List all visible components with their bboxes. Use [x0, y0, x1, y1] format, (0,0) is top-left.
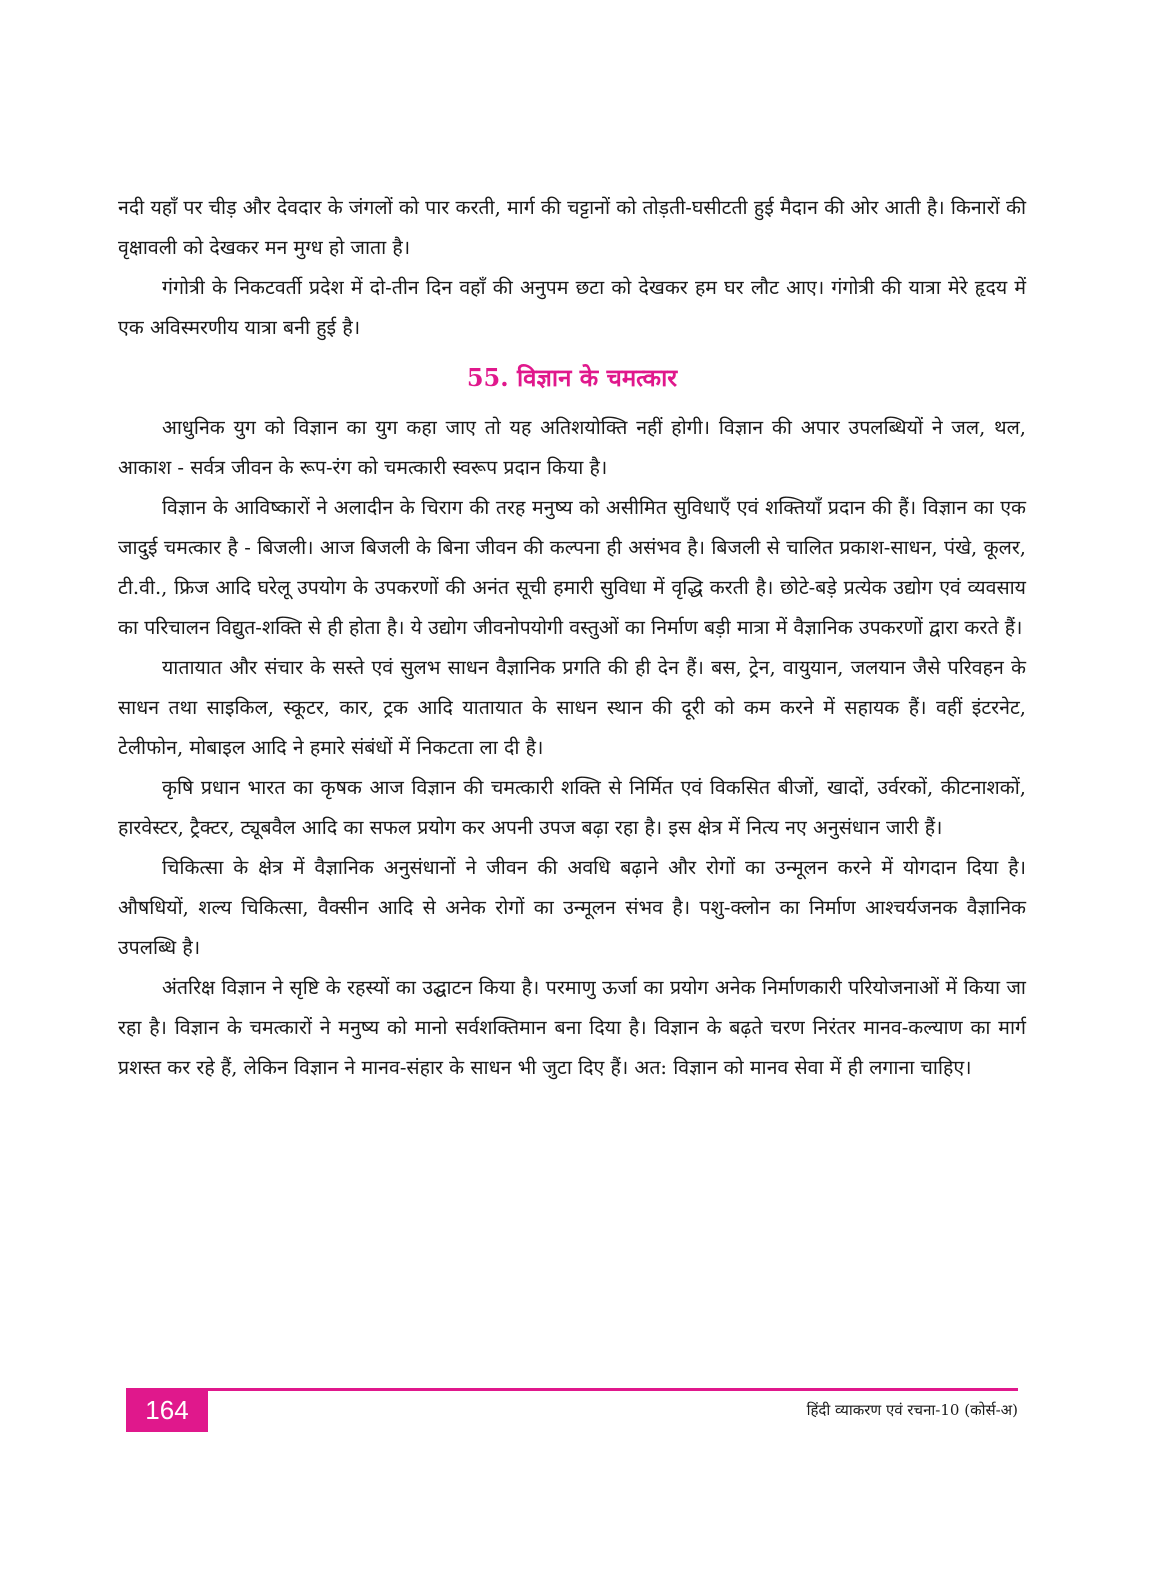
essay-paragraph: आधुनिक युग को विज्ञान का युग कहा जाए तो यह अतिशयोक्ति नहीं होगी। विज्ञान की अपार उपलब्धियों ने जल, थल, आकाश - सर्वत्र जीवन के रूप-रंग को चमत्कारी स्वरूप प्रदान किया है। — [118, 416, 1026, 479]
page-content — [118, 188, 1026, 1088]
essay-title: 55. विज्ञान के चमत्कार — [466, 363, 678, 392]
page-number: 164 — [126, 1388, 208, 1432]
running-footer-title: हिंदी व्याकरण एवं रचना-10 (कोर्स-अ) — [806, 1401, 1018, 1419]
essay-paragraph: अंतरिक्ष विज्ञान ने सृष्टि के रहस्यों का उद्घाटन किया है। परमाणु ऊर्जा का प्रयोग अनेक निर्माणकारी परियोजनाओं में किया जा रहा है। विज्ञान के चमत्कारों ने मनुष्य को मानो सर्वशक्तिमान बना दिया है। विज्ञान के बढ़ते चरण निरंतर मानव-कल्याण का मार्ग प्रशस्त कर रहे हैं, लेकिन विज्ञान ने मानव-संहार के साधन भी जुटा दिए हैं। अत: विज्ञान को मानव सेवा में ही लगाना चाहिए। — [118, 976, 1026, 1079]
essay-paragraph: चिकित्सा के क्षेत्र में वैज्ञानिक अनुसंधानों ने जीवन की अवधि बढ़ाने और रोगों का उन्मूलन करने में योगदान दिया है। औषधियों, शल्य चिकित्सा, वैक्सीन आदि से अनेक रोगों का उन्मूलन संभव है। पशु-क्लोन का निर्माण आश्चर्यजनक वैज्ञानिक उपलब्धि है। — [118, 856, 1026, 959]
essay-paragraph: यातायात और संचार के सस्ते एवं सुलभ साधन वैज्ञानिक प्रगति की ही देन हैं। बस, ट्रेन, वायुयान, जलयान जैसे परिवहन के साधन तथा साइकिल, स्कूटर, कार, ट्रक आदि यातायात के साधन स्थान की दूरी को कम करने में सहायक हैं। वहीं इंटरनेट, टेलीफोन, मोबाइल आदि ने हमारे संबंधों में निकटता ला दी है। — [118, 656, 1026, 759]
previous-essay-paragraph: नदी यहाँ पर चीड़ और देवदार के जंगलों को पार करती, मार्ग की चट्टानों को तोड़ती-घसीटती हुई मैदान की ओर आती है। किनारों की वृक्षावली को देखकर मन मुग्ध हो जाता है। — [118, 196, 1026, 259]
essay-paragraph: विज्ञान के आविष्कारों ने अलादीन के चिराग की तरह मनुष्य को असीमित सुविधाएँ एवं शक्तियाँ प्रदान की हैं। विज्ञान का एक जादुई चमत्कार है - बिजली। आज बिजली के बिना जीवन की कल्पना ही असंभव है। बिजली से चालित प्रकाश-साधन, पंखे, कूलर, टी.वी., फ्रिज आदि घरेलू उपयोग के उपकरणों की अनंत सूची हमारी सुविधा में वृद्धि करती है। छोटे-बड़े प्रत्येक उद्योग एवं व्यवसाय का परिचालन विद्युत-शक्ति से ही होता है। ये उद्योग जीवनोपयोगी वस्तुओं का निर्माण बड़ी मात्रा में वैज्ञानिक उपकरणों द्वारा करते हैं। — [118, 496, 1026, 639]
footer-divider — [126, 1388, 1018, 1391]
previous-essay-paragraph: गंगोत्री के निकटवर्ती प्रदेश में दो-तीन दिन वहाँ की अनुपम छटा को देखकर हम घर लौट आए। गंगोत्री की यात्रा मेरे हृदय में एक अविस्मरणीय यात्रा बनी हुई है। — [118, 276, 1026, 339]
essay-paragraph: कृषि प्रधान भारत का कृषक आज विज्ञान की चमत्कारी शक्ति से निर्मित एवं विकसित बीजों, खादों, उर्वरकों, कीटनाशकों, हारवेस्टर, ट्रैक्टर, ट्यूबवैल आदि का सफल प्रयोग कर अपनी उपज बढ़ा रहा है। इस क्षेत्र में नित्य नए अनुसंधान जारी हैं। — [118, 776, 1026, 839]
